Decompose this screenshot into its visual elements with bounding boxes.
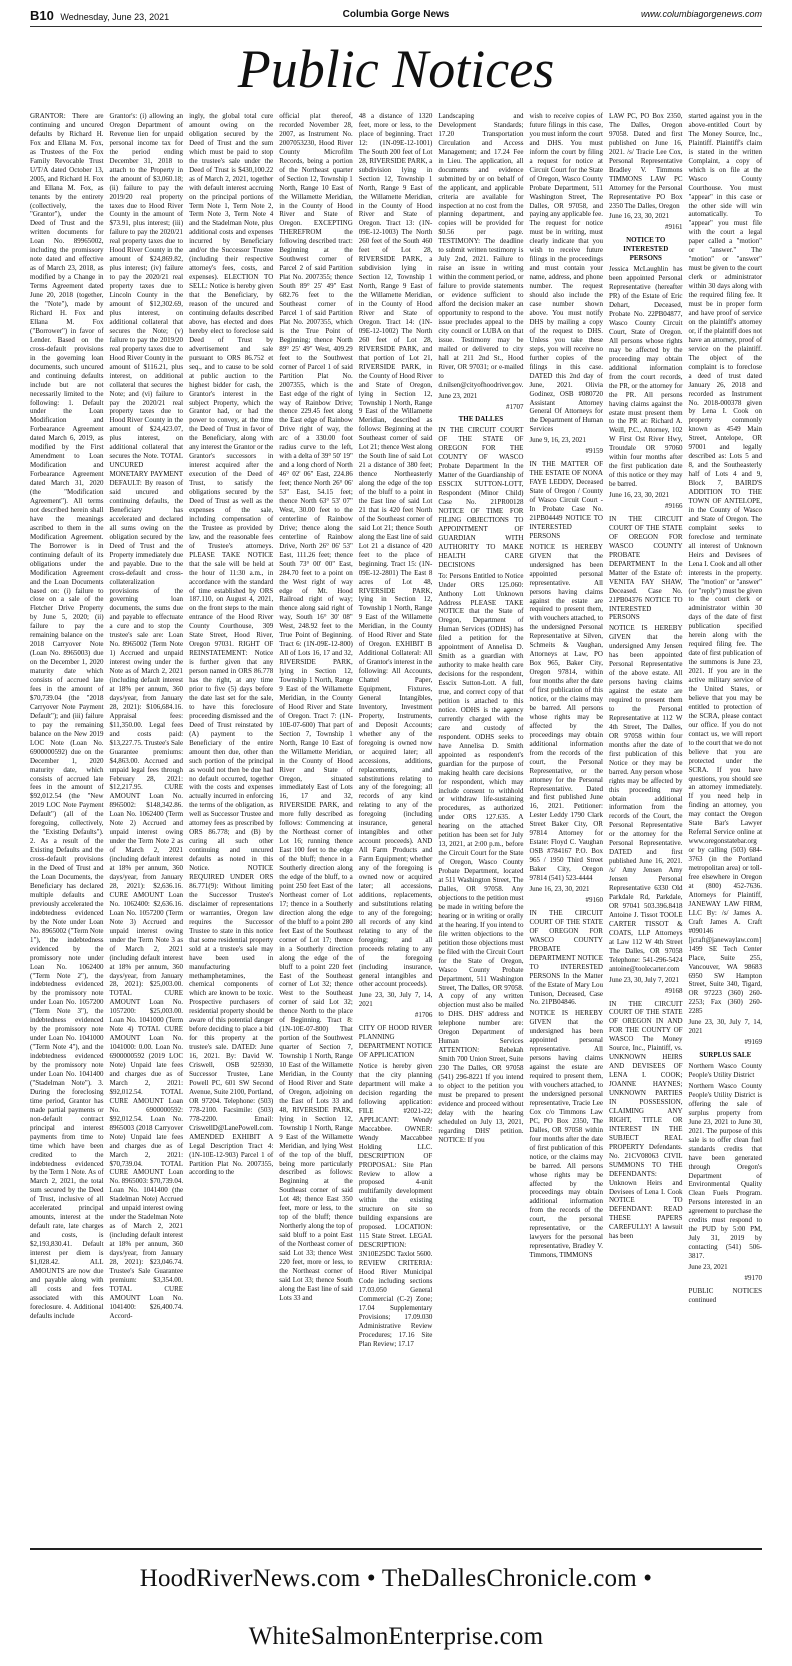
notice-paragraph: NOTICE IS HEREBY GIVEN that the undersigned has been appointed personal representative. All persons having claims against the estate are required to present them, with vouchers attached, to the undersigned Personal Representative at Silven, Schmeits & Vaughan, Attorneys at Law, PO Box 965, Baker City, Oregon 97814, within four months after the date of first publication of this notice, or the claims may be barred. All persons whose rights may be affected by the proceedings may obtain additional information from the records of the court, the Personal Representative, or the attorney for the Personal Representative. Dated and first published June 16, 2021. Petitioner: Lester Leddy 1790 Clark Street Baker City, OR 97814 Attorney for Estate: Floyd C. Vaughan OSB #784167 P.O. Box 965 / 1950 Third Street Baker City, Oregon 97814 (541) 523-4444 xyxy=(529,542,603,883)
notice-column xyxy=(189,112,273,1530)
newspaper-website: www.columbiagorgenews.com xyxy=(640,9,762,19)
notice-paragraph: June 9, 16, 23, 2021 xyxy=(529,436,587,445)
notice-paragraph: To: Persons Entitled to Notice Under ORS 125.060: Anthony Lott Unknown Address PLEASE TAKE NOTICE that the State of Oregon, Department of Human Services (ODHS) has filed a petition for the appointment of Annelisa D. Smith as a guardian with authority to make health care decisions for the respondent, Esscix Sutton-Lott. A full, true, and correct copy of that petition is attached to this notice. ODHS is the agency currently charged with the care and custody of respondent. ODHS seeks to have Annelisa D. Smith appointed as respondent's guardian for the purpose of making health care decisions for respondent, which may include consent to withhold or withdraw life-sustaining procedures, as authorized under ORS 127.635. A hearing on the attached petition has been set for July 13, 2021, at 2:00 p.m., before the Circuit Court for the State of Oregon, Wasco County Probate Department, located at 511 Washington Street, The Dalles, OR 97058. Any objections to the petition must be made in writing before the hearing or in writing or orally at the hearing. If you intend to file written objections to the petition those objections must be filed with the Circuit Court for the State of Oregon, Wasco County Probate Department, 511 Washington Street, The Dalles, OR 97058. A copy of any written objection must also be mailed to DHS. DHS' address and telephone number are: Oregon Department of Human Services ATTENTION: Rebekah Smith 700 Union Street, Suite 230 The Dalles, OR 97058 (541) 296-8221 If you intend to object to the petition you must be prepared to present evidence and proceed without delay with the hearing scheduled on July 13, 2021, regarding DHS' petition. NOTICE: If you xyxy=(438,571,524,1144)
notice-number: #9160 xyxy=(585,895,603,904)
page-header xyxy=(30,6,762,27)
notice-number: #9161 xyxy=(665,223,683,232)
notice-paragraph: Northern Wasco County People's Utility District is offering the sale of surplus property from June 23, 2021 to June 30, 2021. The purpose of this sale is to offer clean fuel standards credits that have been generated through Oregon's Department of Environmental Quality Clean Fuels Program. Persons interested in an agreement to purchase the credits must respond to the PUD by 5:00 PM, July 31, 2019 by contacting (541) 506-3817. xyxy=(688,1081,763,1261)
notice-paragraph: NOTICE IS HEREBY GIVEN that the undersigned has been appointed personal representative. All persons having claims against the estate are required to present them, with vouchers attached, to the undersigned personal representative, Tracie Lee Cox c/o Timmons Law PC, PO Box 2350, The Dalles, OR 97058 within four months after the date of first publication of this notice, or the claims may be barred. All persons whose rights may be affected by the proceedings may obtain additional information from the records of the court, the personal representative, or the lawyers for the personal representative, Bradley V. Timmons, TIMMONS xyxy=(529,1009,603,1260)
notice-columns xyxy=(30,112,762,1530)
notice-heading: NOTICE TO INTERESTED PERSONS xyxy=(623,236,669,263)
notice-paragraph: June 23, 30, July 7, 14, 2021 xyxy=(688,1018,763,1036)
notice-paragraph: IN THE CIRCUIT COURT OF THE STATE OF OREGON FOR THE COUNTY OF WASCO Probate Department In the Matter of the Guardianship of ESSCIX SUTTON-LOTT, Respondent (Minor Child) Case No. 21PR00128 NOTICE OF TIME FOR FILING OBJECTIONS TO APPOINTMENT OF GUARDIAN WITH AUTHORITY TO MAKE HEALTH CARE DECISIONS xyxy=(438,426,524,569)
notice-number: #9169 xyxy=(744,1038,763,1047)
notice-column xyxy=(609,112,683,1530)
notice-heading: THE DALLES xyxy=(458,415,504,424)
notice-paragraph: IN THE CIRCUIT COURT OF THE STATE OF OREGON IN AND FOR THE COUNTY OF WASCO The Money Source, Inc., Plaintiff, vs. UNKNOWN HEIRS AND DEVISEES OF LENA I. COOK; JOANNE HAYNES; UNKNOWN PARTIES IN POSSESSION, CLAIMING ANY RIGHT, TITLE OR INTEREST IN THE SUBJECT REAL PROPERTY Defendants. No. 21CV08063 CIVIL SUMMONS TO THE DEFENDANTS: Unknown Heirs and Devisees of Lena I. Cook NOTICE TO DEFENDANT: READ THESE PAPERS CAREFULLY! A lawsuit has been xyxy=(608,999,683,1241)
notice-paragraph: Jessica McLaughlin has been appointed Personal Representative (hereafter PR) of the Estate of Eric Dehart, Deceased, Probate No. 22PB04877, Wasco County Circuit Court, State of Oregon. All persons whose rights may be affected by the proceeding may obtain additional information from the court records, the PR, or the attorney for the PR. All persons having claims against the estate must present them to the PR at: Richard A. Weill, P.C., Attorney, 102 W First Ost River Hwy, Troutdale OR 97060 within four months after the first publication date of this notice or they may be barred. xyxy=(608,265,683,489)
section-title: Public Notices xyxy=(237,39,555,99)
footer-sites: HoodRiverNews.com • TheDallesChronicle.com • WhiteSalmonEnterprise.com xyxy=(30,1548,762,1610)
notice-number: #1707 xyxy=(505,402,524,411)
notice-number: #9168 xyxy=(665,986,683,995)
notice-number: #9170 xyxy=(744,1274,763,1282)
notice-paragraph: IN THE MATTER OF THE ESTATE OF NONA FAYE LEDDY, Deceased State of Oregon / County of Wasco Circuit Court - In Probate Case No. 21PB04449 NOTICE TO INTERESTED PERSONS xyxy=(529,460,603,540)
notice-number: #1706 xyxy=(414,1011,433,1020)
issue-date: Wednesday, June 23, 2021 xyxy=(60,12,170,22)
notice-paragraph: LAW PC, PO Box 2350, The Dalles, Oregon 97058. Dated and first published on June 16, 2021. /s/ Tracie Lee Cox, Personal Representative Bradley V. Timmons TIMMONS LAW PC Attorney for the Personal Representative PO Box 2350 The Dalles, Oregon xyxy=(608,112,683,210)
notice-column xyxy=(438,112,523,1530)
notice-paragraph: IN THE CIRCUIT COURT OF THE STATE OF OREGON FOR WASCO COUNTY PROBATE DEPARTMENT In the Matter of the Estate of: VENITA FAY SHAW, Deceased. Case No. 21PB04376 NOTICE TO INTERESTED PERSONS xyxy=(608,514,683,622)
notice-paragraph: Landscaping and Development Standards; 17.20 Transportation Circulation and Access Management; and 17.24 Fee in Lieu. The application, all documents and evidence submitted by or on behalf of the applicant, and applicable criteria are available for inspection at no cost from the planning department, and copies will be provided for $0.56 per page. TESTIMONY: The deadline to submit written testimony is July 2nd, 2021. Failure to raise an issue in writing within the comment period, or failure to provide statements or evidence sufficient to afford the decision maker an opportunity to respond to the issue precludes appeal to the city council or LUBA on that issue. Testimony may be mailed or delivered to city hall at 211 2nd St., Hood River, OR 97031; or e-mailed to d.nilsen@cityofhoodriver.gov. xyxy=(438,112,524,389)
notice-paragraph: ingly, the global total cure amount owing on the obligation secured by the Deed of Trust and the sum which must be paid to stop the trustee's sale under the Deed of Trust is $430,100.22 as of March 2, 2021, together with default interest accruing on the principal portions of Term Note 1, Term Note 2, Term Note 3, Term Note 4 and the Stadelman Note, plus additional costs and expenses incurred by Beneficiary and/or the Successor Trustee (including their respective attorney's fees, costs, and expenses). ELECTION TO SELL: Notice is hereby given that the Beneficiary, by reason of the uncured and continuing defaults described above, has elected and does hereby elect to foreclose said Deed of Trust by advertisement and sale pursuant to ORS 86.752 et seq., and to cause to be sold at public auction to the highest bidder for cash, the Grantor's interest in the subject Property, which the Grantor had, or had the power to convey, at the time the Deed of Trust in favor of the Beneficiary, along with any interest the Grantor or the Grantor's successors in interest acquired after the execution of the Deed of Trust, to satisfy the obligations secured by the Deed of Trust as well as the expenses of the sale, including compensation of the Trustee as provided by law, and the reasonable fees of Trustee's attorneys. PLEASE TAKE NOTICE that the sale will be held at the hour of 11:30 a.m., in accordance with the standard of time established by ORS 187.110, on August 4, 2021, on the front steps to the main entrance of the Hood River County Courthouse, 309 State Street, Hood River, Oregon 97031. RIGHT OF REINSTATEMENT: Notice is further given that any person named in ORS 86.778 has the right, at any time prior to five (5) days before the date last set for the sale, to have this foreclosure proceeding dismissed and the Deed of Trust reinstated by (A) payment to the Beneficiary of the entire amount then due, other than such portion of the principal as would not then be due had no default occurred, together with the costs and expenses actually incurred in enforcing the terms of the obligation, as well as Successor Trustee and attorney fees as prescribed by ORS 86.778; and (B) by curing all such other continuing and uncured defaults as noted in this Notice. NOTICE REQUIRED UNDER ORS 86.771(9): Without limiting the Successor Trustee's disclaimer of representations or warranties, Oregon law requires the Successor Trustee to state in this notice that some residential property sold at a trustee's sale may have been used in manufacturing methamphetamines, the chemical components of which are known to be toxic. Prospective purchasers of residential property should be aware of this potential danger before deciding to place a bid for this property at the trustee's sale. DATED: June 16, 2021. By: David W. Criswell, OSB 925930, Successor Trustee, Lane Powell PC, 601 SW Second Avenue, Suite 2100, Portland, OR 97204. Telephone: (503) 778-2100. Facsimile: (503) 778-2200. Email: CriswellD@LanePowell.com. AMENDED EXHIBIT A Legal Description Tract 4: (1N-10E-12-903) Parcel 1 of Partition Plat No. 2007355, according to the xyxy=(189,112,274,1177)
notice-paragraph: official plat thereof, recorded November 28, 2007, as Instrument No. 2007053230, Hood River County Microfilm Records, being a portion of the Northeast quarter of Section 12, Township 1 North, Range 10 East of the Willamette Meridian, in the County of Hood River and State of Oregon. EXCEPTING THEREFROM the following described tract: Beginning at the Southwest corner of Parcel 2 of said Partition Plat No. 2007355; thence South 89° 25' 49" East 682.76 feet to the Southeast corner of Parcel 1 of said Partition Plat No. 2007355, which is the True Point of Beginning; thence North 89° 25' 49" West, 409.29 feet to the Southwest corner of Parcel 1 of said Partition Plat No. 2007355, which is the East edge of the right of way of Rainbow Drive; thence 229.45 feet along the East edge of Rainbow Drive right of way, the arc of a 330.00 foot radius curve to the left, with a delta of 39° 50' 19" and a long chord of North 46° 02' 06" East, 224.86 feet; thence North 26° 06' 53" East, 54.15 feet; thence North 63° 53' 07" West, 30.00 feet to the centerline of Rainbow Drive; thence along the centerline of Rainbow Drive, North 26° 06' 53" East, 111.26 feet; thence South 73° 00' 00" East, 284.70 feet to a point on the West right of way edge of Mt. Hood Railroad right of way; thence along said right of way, South 16° 30' 08" West, 248.92 feet to the True Point of Beginning. Tract 6: (1N-09E-12-800) All of Lots 16, 17 and 32, RIVERSIDE PARK, lying in Section 12, Township 1 North, Range 9 East of the Willamette Meridian, in the County of Hood River and State of Oregon. Tract 7: (1N-10E-07-600) That part of Section 7, Township 1 North, Range 10 East of the Willamette Meridian, in the County of Hood River and State of Oregon, situated immediately East of Lots 16, 17 and 32, RIVERSIDE PARK, and more fully described as follows: Commencing at the Northeast corner of Lot 16; running thence East 100 feet to the edge of the bluff; thence in a Southerly direction along the edge of the bluff, to a point 250 feet East of the Northeast corner of Lot 17; thence in a Southerly direction along the edge of the bluff to a point 280 feet East of the Southeast corner of Lot 17; thence in a Southerly direction along the edge of the bluff to a point 220 feet East of the Southeast corner of Lot 32; thence West to the Southeast corner of said Lot 32; thence North to the place of Beginning. Tract 8: (1N-10E-07-800) That portion of the Southwest quarter of Section 7, Township 1 North, Range 10 East of the Willamette Meridian, in the County of Hood River and State of Oregon, adjoining on the East of Lots 33 and 48, RIVERSIDE PARK, lying in Section 12, Township 1 North, Range 9 East of the Willamette Meridian, and lying West of the top of the bluff, being more particularly described as follows: Beginning at the Southeast corner of said Lot 48; thence East 350 feet, more or less, to the top of the bluff; thence Northerly along the top of said bluff to a point East of the Northeast corner of said Lot 33; thence West 220 feet, more or less, to the Northeast corner of said Lot 33; thence South along the East line of said Lots 33 and xyxy=(279,112,353,1302)
notice-column xyxy=(359,112,433,1530)
notice-paragraph: Notice is hereby given that the city planning department will make a decision regarding the following application: FILE #2021-22; APPLICANT: Wendy Maccabbee. OWNER: Wendy Maccabbee Holding LLC. DESCRIPTION OF PROPOSAL: Site Plan Review to allow a proposed 4-unit multifamily development within the existing structure on site so building expansions are proposed. LOCATION: 115 State Street. LEGAL DESCRIPTION: 3N10E25DC Taxlot 5600. REVIEW CRITERIA: Hood River Municipal Code including sections 17.03.050 General Commercial (C-2) Zone; 17.04 Supplementary Provisions; 17.09.030 Administrative Review Procedures; 17.16 Site Plan Review; 17.17 xyxy=(358,1062,433,1348)
notice-paragraph: June 23, 2021 xyxy=(688,1263,728,1272)
notice-number: #9166 xyxy=(665,502,683,511)
notice-paragraph: June 16, 23, 30, 2021 xyxy=(608,212,670,221)
notice-paragraph: Northern Wasco County People's Utility District xyxy=(688,1062,763,1080)
notice-paragraph: 48 a distance of 1320 feet, more or less, to the place of beginning. Tract 12: (1N-09E-12-1001) The South 200 feet of Lot 28, RIVERSIDE PARK, a subdivision lying in Section 12, Township 1 North, Range 9 East of the Willamette Meridian, in the County of Hood River and State of Oregon. Tract 13: (1N-09E-12-1003) The North 260 feet of the South 460 feet of Lot 28, RIVERSIDE PARK, a subdivision lying in Section 12, Township 1 North, Range 9 East of the Willamette Meridian, in the County of Hood River and State of Oregon. Tract 14: (1N-09E-12-1002) The North 260 feet of Lot 28, RIVERSIDE PARK, and that portion of Lot 21, RIVERSIDE PARK, in the County of Hood River and State of Oregon, lying in Section 12, Township 1 North, Range 9 East of the Willamette Meridian, described as follows: Beginning at the Southeast corner of said Lot 21; thence West along the South line of said Lot 21 a distance of 380 feet; thence Northeasterly along the edge of the top of the bluff to a point in the East line of said Lot 21 that is 420 feet North of the Southeast corner of said Lot 21; thence South along the East line of said Lot 21 a distance of 420 feet to the place of beginning. Tract 15: (1N-09E-12-2801) The East 8 acres of Lot 48, RIVERSIDE PARK, lying in Section 12, Township 1 North, Range 9 East of the Willamette Meridian, in the County of Hood River and State of Oregon. EXHIBIT B Additional Collateral: All of Grantor's interest in the following: All Accounts, Chattel Paper, Equipment, Fixtures, General Intangibles, Inventory, Investment Property, Instruments, and Deposit Accounts; whether any of the foregoing is owned now or acquired later; all accessions, additions, replacements, and substitutions relating to any of the foregoing; all records of any kind relating to any of the foregoing (including insurance, general intangibles and other account proceeds). AND All Farm Products and Farm Equipment; whether any of the foregoing is owned now or acquired later; all accessions, additions, replacements, and substitutions relating to any of the foregoing; all records of any kind relating to any of the foregoing; and all proceeds relating to any of the foregoing (including insurance, general intangibles and other account proceeds). xyxy=(358,112,433,989)
notice-paragraph: PUBLIC NOTICES continued xyxy=(688,1286,763,1304)
notice-paragraph: started against you in the above-entitled Court by The Money Source, Inc., Plaintiff. Plaintiff's claim is stated in the written Complaint, a copy of which is on file at the Wasco County Courthouse. You must "appear" in this case or the other side will win automatically. To "appear" you must file with the court a legal paper called a "motion" or "answer." The "motion" or "answer" must be given to the court clerk or administrator within 30 days along with the required filing fee. It must be in proper form and have proof of service on the plaintiff's attorney or, if the plaintiff does not have an attorney, proof of service on the plaintiff. The object of the complaint is to foreclose a deed of trust dated January 26, 2018 and recorded as Instrument No. 2018-000378 given by Lena I. Cook on property commonly known as 4549 Main Street, Antelope, OR 97001 and legally described as: Lots 5 and 8, and the Southeasterly half of Lots 4 and 9, Block 7, BAIRD'S ADDITION TO THE TOWN OF ANTELOPE, in the County of Wasco and State of Oregon. The complaint seeks to foreclose and terminate all interest of Unknown Heirs and Devisees of Lena I. Cook and all other interests in the property. The "motion" or "answer" (or "reply") must be given to the court clerk or administrator within 30 days of the date of first publication specified herein along with the required filing fee. The date of first publication of the summons is June 23, 2021. If you are in the active military service of the United States, or believe that you may be entitled to protection of the SCRA, please contact our office. If you do not contact us, we will report to the court that we do not believe that you are protected under the SCRA. If you have questions, you should see an attorney immediately. If you need help in finding an attorney, you may contact the Oregon State Bar's Lawyer Referral Service online at www.oregonstatebar.org or by calling (503) 684-3763 (in the Portland metropolitan area) or toll-free elsewhere in Oregon at (800) 452-7636. Attorneys for Plaintiff, JANEWAY LAW FIRM, LLC By: /s/ James A. Craft James A. Craft #090146 [jcraft@janewaylaw.com] 1499 SE Tech Center Place, Suite 255, Vancouver, WA 98683 6950 SW Hampton Street, Suite 340, Tigard, OR 97223 (360) 260-2253; Fax (360) 260-2285 xyxy=(688,112,763,1016)
notice-paragraph: June 23, 30, July 7, 2021 xyxy=(608,975,679,984)
newspaper-name: Columbia Gorge News xyxy=(342,9,450,20)
notice-column xyxy=(529,112,603,1530)
notice-paragraph: Grantor's: (i) allowing an Oregon Department of Revenue lien for unpaid personal income tax for the period ending December 31, 2018 to attach to the Property in the amount of $3,060.18; (ii) failure to pay the 2019/20 real property taxes due to Hood River County in the amount of $73.91, plus interest; (iii) failure to pay the 2020/21 real property taxes due to Hood River County in the amount of $24,869.82, plus interest; (iv) failure to pay the 2020/21 real property taxes due to Lincoln County in the amount of $12,302.69, plus interest, on additional collateral that secures the Note; (v) failure to pay the 2019/20 real property taxes due to Hood River County in the amount of $116.21, plus interest, on additional collateral that secures the Note; and (vi) failure to pay the 2020/21 real property taxes due to Hood River County in the amount of $24,423.07, plus interest, on additional collateral that secures the Note. TOTAL UNCURED MONETARY PAYMENT DEFAULT: By reason of said uncured and continuing defaults, the Beneficiary has accelerated and declared all sums owing on the obligation secured by the Deed of Trust and the Property immediately due and payable. Due to the cross-default and cross-collateralization provisions of the governing loan documents, the sums due and payable to effectuate a cure and to stop the trustee's sale are: Loan No. 8965002 (Term Note 1) Accrued and unpaid interest owing under the Note as of March 2, 2021 (including default interest at 18% per annum, 360 days/year, from January 28, 2021): $106,684.16. Appraisal fees: $11,350.00. Legal fees and costs paid: $13,227.75. Trustee's Sale Guarantee premiums: $4,863.00. Accrued and unpaid legal fees through February 28, 2021: $12,217.95. CURE AMOUNT Loan No. 8965002: $148,342.86. Loan No. 1062400 (Term Note 2) Accrued and unpaid interest owing under the Term Note 2 as of March 2, 2021 (including default interest at 18% per annum, 360 days/year, from January 28, 2021): $2,636.16. CURE AMOUNT Loan No. 1062400: $2,636.16. Loan No. 1057200 (Term Note 3) Accrued and unpaid interest owing under the Term Note 3 as of March 2, 2021 (including default interest at 18% per annum, 360 days/year, from January 28, 2021): $25,003.00. TOTAL CURE AMOUNT Loan No. 1057200: $25,003.00. Loan No. 1041000 (Term Note 4) TOTAL CURE AMOUNT Loan No. 1041000: 0.00. Loan No. 6900000592 (2019 LOC Note) Unpaid late fees and charges due as of March 2, 2021: $92,012.54. TOTAL CURE AMOUNT Loan No. 6900000592: $92,012.54. Loan No. 8965003 (2018 Carryover Note) Unpaid late fees and charges due as of March 2, 2021: $70,739.04. TOTAL CURE AMOUNT Loan No. 8965003: $70,739.04. Loan No. 1041400 (the Stadelman Note) Accrued and unpaid interest owing under the Stadelman Note as of March 2, 2021 (including default interest at 18% per annum, 360 days/year, from January 28, 2021): $23,046.74. Trustee's Sale Guarantee premium: $3,354.00. TOTAL CURE AMOUNT Loan No. 1041400: $26,400.74. Accord- xyxy=(109,112,184,1320)
notice-paragraph: wish to receive copies of future filings in this case, you must inform the court and DHS. You must inform the court by filing a request for notice at Circuit Court for the State of Oregon, Wasco County Probate Department, 511 Washington Street, The Dalles, OR 97058, and paying any applicable fee. The request for notice must be in writing, must clearly indicate that you wish to receive future filings in the proceedings and must contain your name, address, and phone number. The request should also include the case number shown above. You must notify DHS by mailing a copy of the request to DHS. Unless you take these steps, you will receive no further copies of the filings in this case. DATED this 2nd day of June, 2021. Olivia Godinez, OSB #080720 Assistant Attorney General Of Attorneys for the Department of Human Services xyxy=(529,112,603,434)
page-number: B10 xyxy=(30,8,54,23)
notice-paragraph: June 23, 30, July 7, 14, 2021 xyxy=(358,991,433,1009)
notice-paragraph: June 16, 23, 30, 2021 xyxy=(529,885,590,894)
notice-paragraph: NOTICE IS HEREBY GIVEN that the undersigned Amy Jensen has been appointed Personal Representative of the above estate. All persons having claims against the estate are required to present them to the Personal Representative at 112 W 4th Street, The Dalles, OR 97058 within four months after the date of first publication of this Notice or they may be barred. Any person whose rights may be affected by this proceeding may obtain additional information from the records of the Court, the Personal Representative or the attorney for the Personal Representative. DATED and first published June 16, 2021. /s/ Amy Jensen Amy Jensen Personal Representative 6330 Old Parkdale Rd, Parkdale, OR 97041 503.396.8418 Antoine J. Tissot TOOLE CARTER TISSOT & COATS, LLP Attorneys at Law 112 W 4th Street The Dalles, OR 97058 Telephone: 541-296-5424 antoine@toolecarter.com xyxy=(608,624,683,973)
notice-column xyxy=(30,112,104,1530)
notice-paragraph: June 16, 23, 30, 2021 xyxy=(608,491,670,500)
notice-column xyxy=(110,112,184,1530)
notice-paragraph: IN THE CIRCUIT COURT OF THE STATE OF OREGON FOR WASCO COUNTY PROBATE DEPARTMENT NOTICE TO INTERESTED PERSONS In the Matter of the Estate of Mary Lou Tunison, Deceased, Case No. 21PB04846. xyxy=(529,908,603,1007)
notice-heading: SURPLUS SALE xyxy=(699,1051,752,1060)
notice-column xyxy=(689,112,763,1530)
notice-column xyxy=(279,112,353,1530)
notice-number: #9159 xyxy=(585,447,603,456)
notice-paragraph: GRANTOR: There are continuing and uncured defaults by Richard H. Fox and Ellana M. Fox, as Trustees of the Fox Family Revocable Trust U/T/A dated October 13, 2005, and Richard H. Fox and Ellana M. Fox, as tenants by the entirety (collectively, the "Grantor"), under the Deed of Trust and the written documents for Loan No. 89965002, including the promissory note dated and effective as of March 23, 2018, as modified by a Change in Terms Agreement dated June 20, 2018 (together, the "Note"), made by Richard H. Fox and Ellana M. Fox ("Borrower") in favor of Lender. Based on the cross-default provisions in the governing loan documents, such uncured and continuing defaults include but are not necessarily limited to the following: 1. Default under the Loan Modification and Forbearance Agreement dated March 6, 2019, as modified by the First Amendment to Loan Modification and Forbearance Agreement dated March 31, 2020 (the "Modification Agreement"). All terms not described herein shall have the meanings ascribed to them in the Modification Agreement. The Borrower is in continuing default of its obligations under the Modification Agreement and the Loan Documents based on: (i) failure to close on a sale of the Fletcher Drive Property by June 5, 2020; (ii) failure to pay the remaining balance on the 2018 Carryover Note (Loan No. 8965003) due on the December 1, 2020 maturity date which consists of accrued late fees in the amount of $70,739.04 (the "2018 Carryover Note Payment Default"); and (iii) failure to pay the remaining balance on the New 2019 LOC Note (Loan No. 6900000592) due on the December 1, 2020 maturity date, which consists of accrued late fees in the amount of $92,012.54 (the "New 2019 LOC Note Payment Default") (all of the foregoing, collectively, the "Existing Defaults"). 2. As a result of the Existing Defaults and the cross-default provisions in the Deed of Trust and the Loan Documents, the Beneficiary has declared multiple defaults and previously accelerated the indebtedness evidenced by the Note under Loan No. 8965002 ("Term Note 1"), the indebtedness evidenced by the promissory note under Loan No. 1062400 ("Term Note 2"), the indebtedness evidenced by the promissory note under Loan No. 1057200 ("Term Note 3"), the indebtedness evidenced by the promissory note under Loan No. 1041000 ("Term Note 4"), and the indebtedness evidenced by the promissory note under Loan No. 1041400 ("Stadelman Note"). 3. During the foreclosing time period, Grantor has made partial payments or non-default contract principal and interest payments from time to time which have been credited to the indebtedness evidenced by the Term 1 Note. As of March 2, 2021, the total sum secured by the Deed of Trust, inclusive of all accelerated principal amounts, interest at the default rate, late charges and costs, is $2,193,830.41. Default interest per diem is $1,028.42. ALL AMOUNTS are now due and payable along with all costs and fees associated with this foreclosure. 4. Additional defaults include xyxy=(30,112,104,1320)
notice-paragraph: June 23, 2021 xyxy=(438,391,478,400)
notice-paragraph: CITY OF HOOD RIVER PLANNING DEPARTMENT NOTICE OF APPLICATION xyxy=(358,1024,433,1060)
